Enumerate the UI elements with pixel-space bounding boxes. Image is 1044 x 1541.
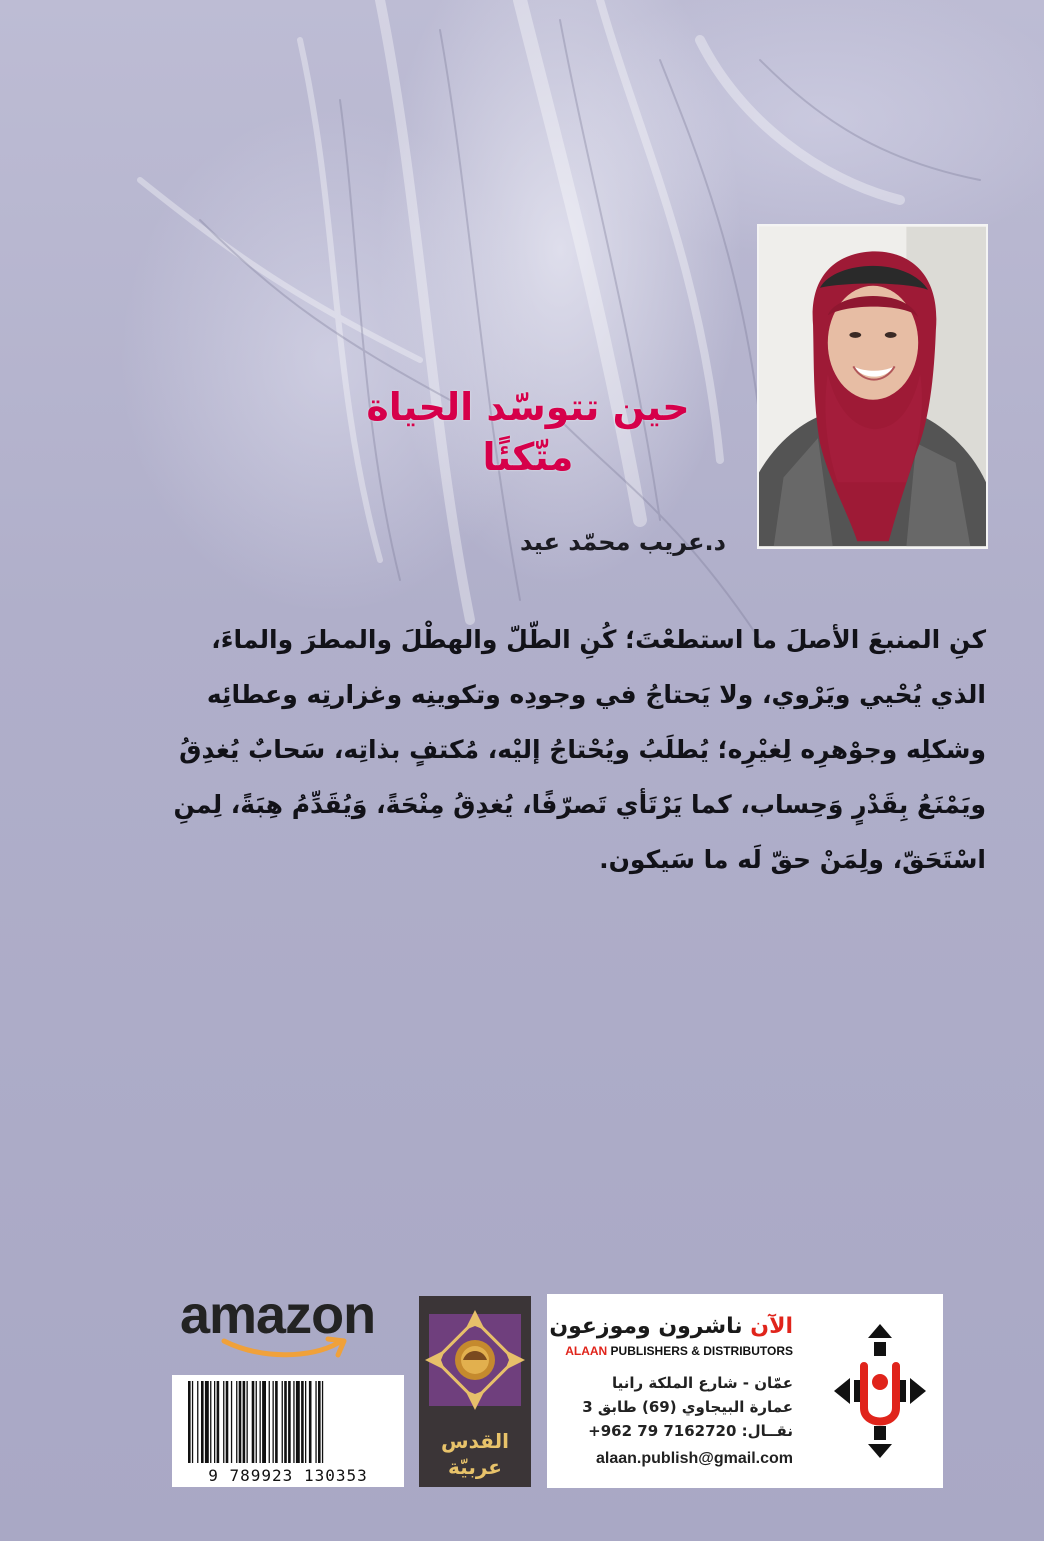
barcode-bar [315,1381,316,1463]
barcode-bar [192,1381,193,1463]
publisher-phone: نقــال: 7162720 79 962+ [588,1422,793,1440]
alaan-publisher-logo-icon [832,1316,928,1466]
author-photo [757,224,988,549]
quds-arabiya-logo [419,1296,531,1487]
barcode-bar [275,1381,278,1463]
barcode-bar [214,1381,215,1463]
amazon-smile-icon [220,1335,350,1361]
barcode-bar [256,1381,257,1463]
amazon-wordmark: amazon [180,1285,376,1345]
barcode-bar [252,1381,255,1463]
barcode-bar [239,1381,242,1463]
barcode-bar [247,1381,248,1463]
publisher-name-arabic [549,1314,793,1339]
blurb-line: اسْتَحَقّ، ولِمَنْ حقّ لَه ما سَيكون. [599,845,986,874]
book-title-line-1: حين تتوسّد الحياة [366,385,690,429]
barcode-bar [262,1381,266,1463]
publisher-address-line-1: عمّان - شارع الملكة رانيا [611,1374,793,1392]
barcode-bar [296,1381,300,1463]
book-title-line-2: متّكئًا [482,435,574,479]
barcode-bar [301,1381,304,1463]
barcode-bar [309,1381,312,1463]
isbn-number: 9 789923 130353 [208,1466,368,1485]
author-name: د.عريب محمّد عيد [519,528,726,556]
blurb-line: الذي يُحْيي ويَرْوي، ولا يَحتاجُ في وجودِه وتكوينِه وغزارتِه وعطائِه [206,680,986,709]
publisher-name-english [565,1344,793,1358]
barcode-bar [226,1381,229,1463]
publisher-en-rest: PUBLISHERS & DISTRIBUTORS [607,1344,793,1358]
barcode-bar [231,1381,232,1463]
quds-logo-line-1: القدس [441,1429,509,1453]
publisher-name-rest: ناشرون وموزعون [549,1314,751,1339]
barcode-bar [273,1381,274,1463]
amazon-logo [180,1285,410,1365]
barcode-bar [293,1381,294,1463]
blurb-line: ويَمْنَعُ بِقَدْرٍ وَحِساب، كما يَرْتَأي تَصرّفًا، يُغدِقُ مِنْحَةً، وَيُقَدِّمُ هِبَةً، لِمنِ [173,790,986,819]
barcode-bar [205,1381,209,1463]
blurb-line: وشكلِه وجوْهرِه لِغيْرِه؛ يُطلَبُ ويُحْتاجُ إليْه، مُكتفٍ بذاتِه، سَحابٌ يُغدِقُ [179,735,986,764]
barcode-bar [260,1381,261,1463]
barcode-bar [284,1381,287,1463]
book-title [318,382,738,482]
barcode-bar [188,1381,191,1463]
publisher-email: alaan.publish@gmail.com [596,1450,793,1467]
blurb-text [160,612,986,887]
publisher-box [547,1294,943,1488]
barcode-bar [305,1381,306,1463]
barcode-bar [269,1381,270,1463]
barcode-bar [217,1381,220,1463]
barcode-bar [322,1381,323,1463]
barcode-bar [236,1381,237,1463]
barcode-bar [197,1381,198,1463]
barcode-bar [243,1381,246,1463]
barcode-bar [223,1381,224,1463]
barcode-bar [201,1381,204,1463]
barcode-bar [210,1381,211,1463]
quds-logo-line-2: عربيّة [448,1455,502,1479]
publisher-name-accent: الآن [750,1314,793,1339]
isbn-barcode [172,1375,404,1487]
blurb-line: كنِ المنبعَ الأصلَ ما استطعْتَ؛ كُنِ الطّلّ والهطْلَ والمطرَ والماءَ، [211,625,986,654]
barcode-bar [288,1381,291,1463]
publisher-address-line-2: عمارة البيجاوي (69) طابق 3 [582,1398,793,1416]
publisher-en-accent: ALAAN [565,1344,608,1358]
quds-emblem-icon [419,1296,531,1426]
barcode-bar [282,1381,283,1463]
barcode-bars [188,1381,388,1463]
barcode-bar [318,1381,321,1463]
